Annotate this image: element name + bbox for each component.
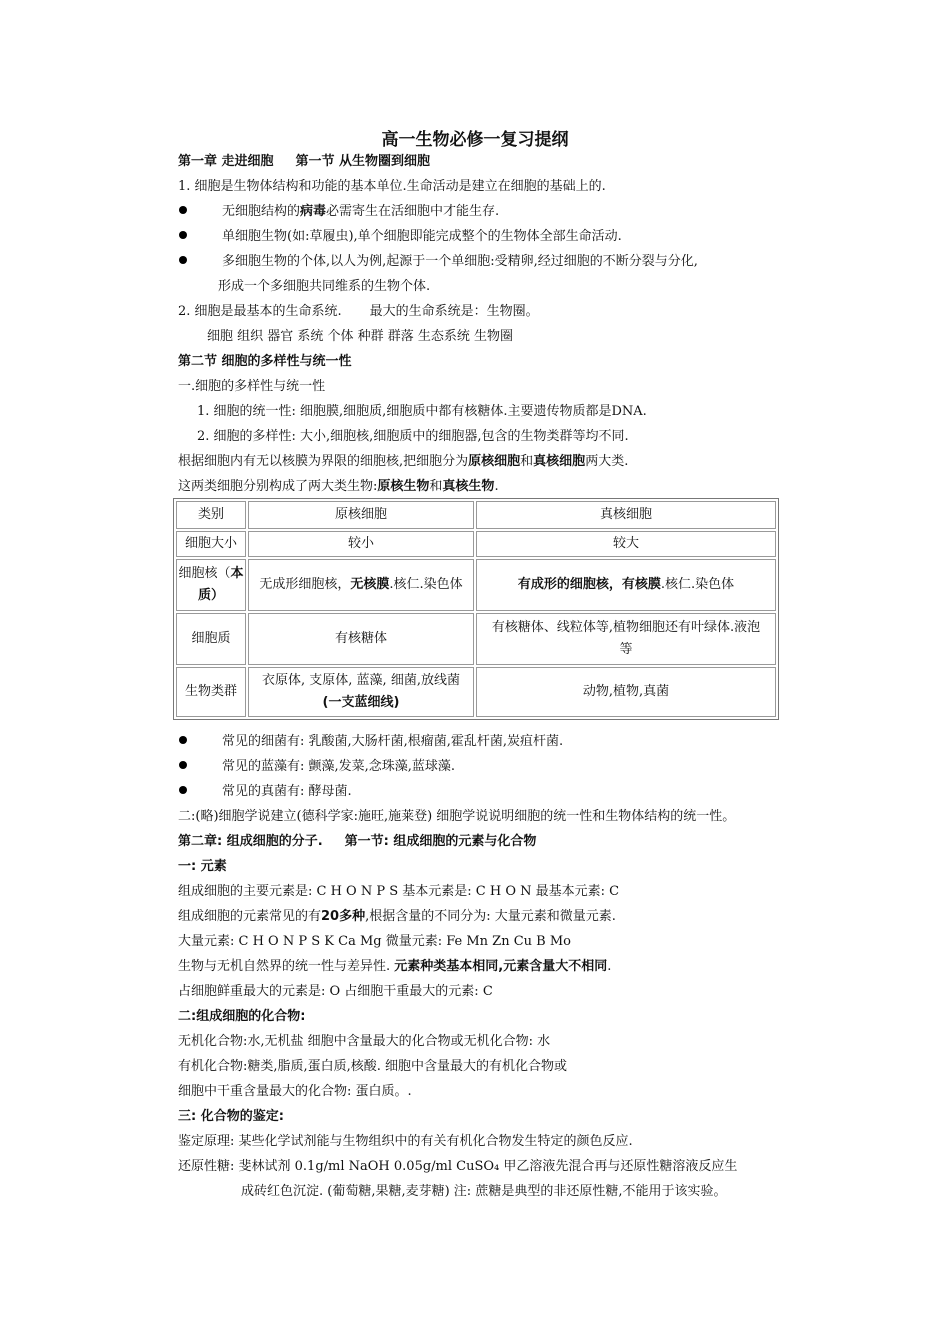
table-cell [248, 559, 474, 611]
bullet-virus-pre: 无细胞结构的 [222, 204, 301, 219]
point-2 [178, 303, 539, 321]
cell-nucleus-bold: 本 [230, 566, 244, 581]
bullet-icon [178, 251, 188, 261]
bullet-icon [178, 781, 188, 791]
table-row [176, 667, 776, 717]
life-system-levels: 细胞 组织 器官 系统 个体 种群 群落 生态系统 生物圈 [207, 329, 514, 344]
compounds-inorganic: 无机化合物:水,无机盐 细胞中含量最大的化合物或无机化合物: 水 [178, 1034, 551, 1049]
section2-sub1: 一.细胞的多样性与统一性 [178, 379, 326, 394]
pro-nucleus-a: 无成形细胞核， [259, 577, 351, 592]
elements-weight: 占细胞鲜重最大的元素是: O 占细胞干重最大的元素: C [178, 984, 493, 999]
identification-heading: 三: 化合物的鉴定: [178, 1109, 284, 1124]
bullet-multicellular-line1: 多细胞生物的个体,以人为例,起源于一个单细胞:受精卵,经过细胞的不断分裂与分化, [222, 254, 698, 269]
eu-cytoplasm-a: 有核糖体、线粒体等,植物细胞还有叶绿体.液泡 [491, 620, 761, 635]
pro-nucleus-bold: 无核膜 [350, 577, 390, 592]
table-cell: 细胞大小 [176, 531, 246, 557]
elements-count-c: ,根据含量的不同分为: 大量元素和微量元素. [365, 909, 616, 924]
elements-main: 组成细胞的主要元素是: C H O N P S 基本元素是: C H O N 最基本元素: C [178, 884, 620, 899]
bullet-cyanobacteria: 常见的蓝藻有: 颤藻,发菜,念珠藻,蓝球藻. [222, 759, 456, 774]
table-header-cell: 真核细胞 [476, 501, 776, 529]
bullet-multicellular-line2: 形成一个多细胞共同维系的生物个体. [218, 279, 431, 294]
elements-unity-a: 生物与无机自然界的统一性与差异性. [178, 959, 395, 974]
organisms-and: 和 [429, 479, 443, 494]
compounds-dry-weight: 细胞中干重含量最大的化合物: 蛋白质。. [178, 1084, 412, 1099]
reducing-sugar-line1: 还原性糖: 斐林试剂 0.1g/ml NaOH 0.05g/ml CuSO₄ 甲乙溶液先混合再与还原性糖溶液反应生 [178, 1159, 738, 1174]
table-cell [248, 667, 474, 717]
table-cell: 较大 [476, 531, 776, 557]
chapter2-title: 第二章: 组成细胞的分子. [178, 834, 323, 849]
section2-unity: 1. 细胞的统一性: 细胞膜,细胞质,细胞质中都有核糖体.主要遗传物质都是DNA. [197, 404, 647, 419]
cell-nucleus-bold-2: 质） [197, 588, 224, 603]
organisms-end: . [494, 479, 499, 494]
table-cell [476, 559, 776, 611]
section1-title: 第一节 从生物圈到细胞 [295, 154, 431, 169]
elements-count-a: 组成细胞的元素常见的有 [178, 909, 322, 924]
eu-nucleus-bold: 有成形的细胞核，有核膜 [517, 577, 661, 592]
cell-theory: 二:(略)细胞学说建立(德科学家:施旺,施莱登) 细胞学说说明细胞的统一性和生物体结构的统一性。 [178, 809, 736, 824]
classify-prokaryote: 原核细胞 [468, 454, 521, 469]
organisms-eukaryote: 真核生物 [442, 479, 495, 494]
eu-cytoplasm-b: 等 [619, 642, 633, 657]
bullet-icon [178, 226, 188, 236]
bullet-icon [178, 731, 188, 741]
document-title: 高一生物必修一复习提纲 [381, 130, 569, 150]
compounds-organic: 有机化合物:糖类,脂质,蛋白质,核酸. 细胞中含量最大的有机化合物或 [178, 1059, 568, 1074]
elements-unity [178, 958, 611, 976]
elements-count [178, 908, 616, 926]
identification-principle: 鉴定原理: 某些化学试剂能与生物组织中的有关有机化合物发生特定的颜色反应. [178, 1134, 633, 1149]
chapter2-heading [178, 833, 536, 851]
bullet-virus [222, 203, 499, 221]
bullet-bacteria: 常见的细菌有: 乳酸菌,大肠杆菌,根瘤菌,霍乱杆菌,炭疽杆菌. [222, 734, 564, 749]
section2-classify [178, 453, 628, 471]
table-cell: 细胞质 [176, 613, 246, 665]
table-cell [476, 613, 776, 665]
elements-unity-bold: 元素种类基本相同,元素含量大不相同 [394, 959, 608, 974]
chapter2-section1-title: 第一节: 组成细胞的元素与化合物 [344, 834, 537, 849]
elements-count-bold: 20多种 [321, 909, 366, 924]
chapter1-heading [178, 153, 430, 171]
bullet-icon [178, 201, 188, 211]
table-cell [176, 559, 246, 611]
point-1: 1. 细胞是生物体结构和功能的基本单位.生命活动是建立在细胞的基础上的. [178, 179, 606, 194]
pro-groups-bold: (一支蓝细线) [322, 695, 400, 710]
classify-a: 根据细胞内有无以核膜为界限的细胞核,把细胞分为 [178, 454, 469, 469]
point-2-a: 2. 细胞是最基本的生命系统. [178, 304, 342, 319]
table-header-cell: 原核细胞 [248, 501, 474, 529]
point-2-b: 最大的生命系统是：生物圈。 [369, 304, 539, 319]
table-cell: 有核糖体 [248, 613, 474, 665]
classify-eukaryote: 真核细胞 [533, 454, 586, 469]
organisms-a: 这两类细胞分别构成了两大类生物: [178, 479, 378, 494]
bullet-virus-bold: 病毒 [300, 204, 327, 219]
table-cell: 生物类群 [176, 667, 246, 717]
elements-macro-micro: 大量元素: C H O N P S K Ca Mg 微量元素: Fe Mn Zn Cu B Mo [178, 934, 571, 949]
cell-comparison-table [173, 498, 779, 720]
section2-diversity: 2. 细胞的多样性: 大小,细胞核,细胞质中的细胞器,包含的生物类群等均不同. [197, 429, 629, 444]
section2-heading: 第二节 细胞的多样性与统一性 [178, 354, 352, 369]
table-header-row [176, 501, 776, 529]
chapter1-title: 第一章 走进细胞 [178, 154, 274, 169]
bullet-fungi: 常见的真菌有: 酵母菌. [222, 784, 352, 799]
bullet-virus-post: 必需寄生在活细胞中才能生存. [326, 204, 500, 219]
cell-nucleus-a: 细胞核（ [178, 566, 231, 581]
reducing-sugar-line2: 成砖红色沉淀. (葡萄糖,果糖,麦芽糖) 注: 蔗糖是典型的非还原性糖,不能用于该实验。 [241, 1184, 727, 1199]
bullet-icon [178, 756, 188, 766]
pro-groups-a: 衣原体, 支原体, 蓝藻, 细菌,放线菌 [262, 673, 460, 688]
eu-nucleus-b: .核仁.染色体 [660, 577, 735, 592]
table-row [176, 613, 776, 665]
classify-and: 和 [520, 454, 534, 469]
section2-organisms [178, 478, 499, 496]
classify-end: 两大类. [585, 454, 629, 469]
elements-unity-c: . [607, 959, 612, 974]
table-header-cell: 类别 [176, 501, 246, 529]
table-cell: 较小 [248, 531, 474, 557]
compounds-heading: 二:组成细胞的化合物: [178, 1009, 306, 1024]
table-cell: 动物,植物,真菌 [476, 667, 776, 717]
table-row [176, 559, 776, 611]
elements-heading: 一: 元素 [178, 859, 227, 874]
pro-nucleus-c: .核仁.染色体 [389, 577, 463, 592]
table-row [176, 531, 776, 557]
organisms-prokaryote: 原核生物 [377, 479, 430, 494]
bullet-unicellular: 单细胞生物(如:草履虫),单个细胞即能完成整个的生物体全部生命活动. [222, 229, 622, 244]
